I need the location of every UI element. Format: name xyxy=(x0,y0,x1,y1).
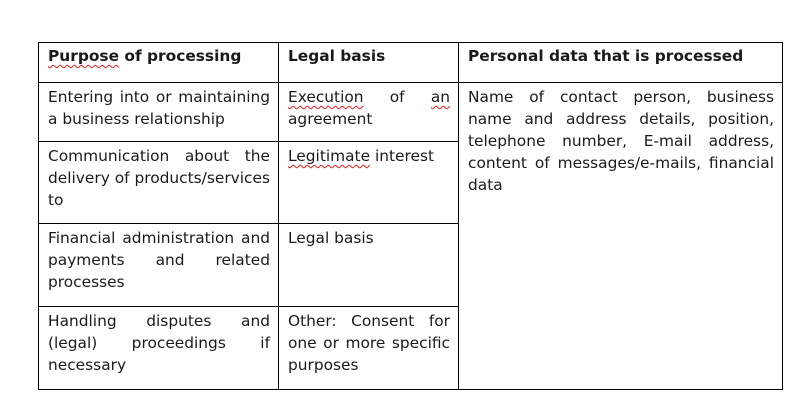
legal-basis-cell: Other: Consent for one or more specific purposes xyxy=(279,307,459,390)
legal-basis-cell xyxy=(279,142,459,224)
header-purpose-word: Purpose xyxy=(48,47,120,65)
header-purpose-rest: of processing xyxy=(119,47,242,65)
legal-basis-word: Execution xyxy=(288,88,364,106)
legal-basis-rest: interest xyxy=(370,147,434,165)
legal-basis-second-line: agreement xyxy=(288,110,373,128)
legal-basis-word: an xyxy=(430,88,450,106)
legal-basis-word: of xyxy=(389,88,405,106)
legal-basis-word: Legitimate xyxy=(288,147,371,165)
processing-purposes-table xyxy=(38,42,783,390)
table-row xyxy=(39,83,783,142)
purpose-cell: Entering into or maintaining a business relationship xyxy=(39,83,279,142)
header-purpose xyxy=(39,43,279,83)
table-header-row xyxy=(39,43,783,83)
purpose-cell: Financial administration and payments and related processes xyxy=(39,224,279,307)
legal-basis-first-line xyxy=(288,86,450,108)
header-legal-basis: Legal basis xyxy=(279,43,459,83)
purpose-cell: Handling disputes and (legal) proceedings if necessary xyxy=(39,307,279,390)
header-personal-data: Personal data that is processed xyxy=(459,43,783,83)
personal-data-cell: Name of contact person, business name and address details, position, telephone number, E-mail address, content of messages/e-mails, financial data xyxy=(459,83,783,390)
purpose-cell: Communication about the delivery of products/services to xyxy=(39,142,279,224)
legal-basis-cell: Legal basis xyxy=(279,224,459,307)
legal-basis-cell xyxy=(279,83,459,142)
